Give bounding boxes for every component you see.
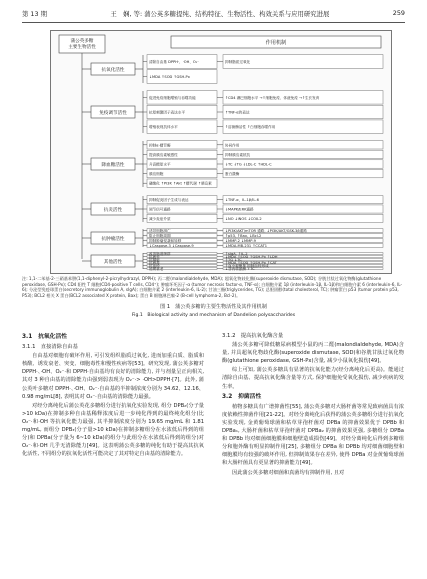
mechanism-label: ↓Caspase-3 ↓Caspase-9 [149, 244, 194, 248]
running-title: 王 娴, 等: 蒲公英多糖提纯、结构特征、生物活性、构效关系与应用研究进展 [110, 9, 330, 18]
paragraph: 蒲公英多糖可降低糖尿病模型小鼠的丙二醛(malondialdehyde, MDA)含量, 并具超氧化物歧化酶(superoxide dismutase, SOD)和谷胱甘肽过氧化物酶(glutathione peroxidase, GSH-Px)含量, 减少小鼠氧化损伤[49]。 [222, 342, 404, 365]
mechanism-label: 诱导细胞凋亡 [149, 229, 171, 233]
mechanism-detail-label: ↓TNF-α、IL-1β/IL-6 [225, 198, 259, 203]
page-header [22, 6, 405, 23]
subsection-heading: 3.1.1 直接清除自由基 [22, 344, 78, 351]
mechanism-detail-label: ↑溶菌酶活性 ↑白细胞吞噬作用 [225, 125, 276, 130]
mechanism-detail-label: ↓TC ↓TG ↓LDL-C ↑HDL-C [225, 162, 272, 167]
mechanism-detail-label: 抑制胰岛素抵抗 [225, 152, 251, 157]
mechanism-label: 调节信号通路 [149, 207, 171, 212]
mechanism-diagram [51, 31, 391, 273]
mechanism-label: ↓MDA ↑SOD ↑GSH-Px [149, 75, 190, 79]
mechanism-detail-label: ↓NO ↓iNOS ↓COX-2 [225, 216, 262, 221]
paragraph: 对经分离纯化后蒲公英花多糖组分进行抗氧化实验发现, 组分 DPB₂(分子量>10 kDa)在抑制多种自由基稀释浓度后进一步纯化得到的最终纯化组分(比 O₂⁻·和·OH 等抗氧化能力最强, 其半抑制浓度分别为 19.65 mg/mL 和 1.81 mg/mL, 而组分 DPB₃(分子量>10 kDa)在抑制多糖组分在水浓低后得到的组分)和 DPBa(分子量为 6~10 kDa)的组分与此组分在水浓低后得到的组分)对 O₂⁻·和·OH 几乎无清除能力[49]。这表明蒲公英多糖的纯化有助于提高其抗氧化活性, 不同组分的抗氧化活性可能决定了其对特定自由基的清除能力。 [22, 402, 204, 458]
activity-label: 抗肿瘤活性 [101, 236, 125, 242]
mechanism-detail-label: 抑制脂质过氧化 [225, 60, 251, 64]
figure-notes [22, 276, 405, 298]
figure-caption-en: Fig.1 Biological activity and mechanism of Dandelion polysaccharides [131, 313, 296, 318]
activity-label: 抗氧化活性 [101, 67, 125, 73]
activity-label: 其他活性 [103, 259, 123, 265]
mechanism-detail-label: ↑CD4 淋巴细胞水平 →↑细胞免疫、体液免疫 →↑生长发育 [225, 95, 320, 100]
mechanism-label: 抑制肿瘤侵袭和转移 [149, 239, 182, 243]
mechanism-label: 清除自由基 DPPH·、·OH、O₂⁻ [149, 60, 200, 64]
subsection-heading: 3.1.2 提高抗氧化酶含量 [222, 333, 284, 339]
mechanism-detail-label: ↑TG ↓TC [225, 258, 242, 262]
mechanism-label: 延缓衰老 [149, 267, 164, 271]
activity-label: 降血糖活性 [101, 162, 125, 168]
mechanism-label: 改善肠道菌群 [149, 252, 171, 256]
mechanism-detail-label: ↓MDA-MB-231 ↑CCAT1 [225, 244, 268, 248]
mechanism-detail-label: ↑血小板聚集 抑制血栓形成 [225, 264, 269, 268]
paragraph: 综上可知, 蒲公英多糖具有显著的抗氧化能力(经分离纯化后更高)。能通过清除自由基、提高抗氧化酶含量等方式, 保护细胞免受氧化损伤, 减少疾病的发生率。 [222, 367, 404, 390]
mechanism-detail-label: 协同作用 [225, 143, 240, 148]
mechanism-label: 磷酸化 ↑PI3K ↑Akt ↑糖代谢 ↑胰岛素 [149, 181, 212, 186]
mechanism-label: 阻止细胞周期 [149, 234, 171, 238]
mechanism-label: 抑制促炎因子生成与表达 [149, 198, 189, 203]
mechanism-detail-box [223, 169, 383, 177]
section-heading: 3.1 抗氧化活性 [22, 334, 68, 340]
diagram-root-box [59, 35, 105, 53]
mechanism-label: 促进免疫细胞增殖与吞噬功能 [149, 95, 196, 100]
mechanism-label: 抑制α-糖苷酶 [149, 143, 171, 148]
figure-1 [50, 30, 392, 274]
mechanism-label: 抗原刺激因子表达水平 [149, 110, 185, 115]
page-number: 259 [392, 9, 405, 17]
mechanism-label: 抗病毒 [149, 261, 160, 265]
mechanism-label: 抗辐射 [149, 258, 160, 262]
mechanism-label: 提高胰岛素敏感性 [149, 152, 178, 157]
section-heading: 3.2 抑菌活性 [222, 393, 262, 400]
mechanism-detail-box [223, 141, 383, 149]
mechanism-header-label: 作用机制 [265, 40, 287, 46]
mechanism-detail-label: ↓MDA ↑SOD ↑GSH-Px ↑LDH [225, 255, 278, 259]
diagram-root-label: 蒲公英多糖 [70, 39, 94, 44]
mechanism-label: 升高糖原水平 [149, 162, 171, 167]
figure-caption-cn: 图 1 蒲公英多糖的主要生物活性及其作用机制 [160, 304, 267, 310]
left-column [22, 331, 204, 459]
mechanism-detail-label: ↑sIgA, ↑IL-2 [225, 252, 248, 256]
figure-notes-text: 注: 1,1-二苯基-2-三硝基苯肼(1,1-diphenyl-2-picrylhydrazyl, DPPH); 丙二醛(malondialdehyde, MDA); 超氧化物歧化酶(superoxide dismutase, SOD); 谷胱甘肽过氧化物酶(glutathione peroxidase, GSH-Px); CD4 阳性 T 细胞(CD4-positive T cells, CD4⁺); 肿瘤坏死因子-α (tumor necrosis factor-α, TNF-α); 白细胞介素 1β (interleukin-1β, IL-1β)和白细胞介素 6 (interleukin-6, IL-6); 分泌型免疫球蛋白(secretory immunoglobulin A, sIgA); 白细胞介素 2 (interleukin-6, IL-2); 甘油三酯(triglycerides, TG); 总胆固醇(total cholesterol, TC); 肿瘤蛋白 p53 (tumor protein p53, P53); BCL2 相关 X 蛋白(BCL2 associated X protein, Bax); 蛋白 B 细胞淋巴瘤-2 (B-cell lymphoma-2, Bcl-2)。 [22, 276, 403, 298]
mechanism-detail-label: ↓MMP-2 ↓MMP-9 [225, 239, 256, 243]
diagram-root-label: 主要生物活性 [68, 45, 96, 50]
mechanism-detail-label: ↓PI3K/AKT/mTOR 通路, ↓PI3K/AKT/GSK-3β通路 [225, 229, 307, 233]
paragraph: 自由基对细胞有破坏作用, 可引发组织脂质过氧化, 进而加重白质、脂质和核酸、诱发衰老、突变、细胞毒性和慢性疾病等[53]。研究发现, 蒲公英多糖对 DPPH·、·OH、O₂⁻·和 DPPH·自由基均有良好的清除能力, 并与剂量呈正向相关, 其对 3 种自由基的清除能力由强到弱表现为 O₂⁻·> ·OH>DPPH·[7]。此外, 蒲公英叶多糖对 DPPH·、·OH、O₂⁻·自由基的半抑制浓度分别为 34.62、12.16、0.98 mg/mL[8], 表明其对 O₂⁻·自由基的清除能力最强。 [22, 353, 204, 400]
mechanism-detail-label: ↑p53, ↑Bax, ↓Bcl-2 [225, 234, 262, 238]
mechanism-detail-label: ↓MAPK/ERK通路 [225, 207, 254, 212]
mechanism-label: 减少炎症介质 [149, 216, 171, 221]
mechanism-label: 胰岛细胞 [149, 172, 164, 177]
mechanism-detail-label: ↑MDA ↑SOD ↑GSH-Px ↑CAT [225, 261, 277, 265]
mechanism-label: 抗疲劳 [149, 255, 160, 259]
mechanism-label: 增殖表现抗体水平 [149, 125, 178, 130]
right-column [222, 331, 404, 478]
activity-label: 抗炎活性 [103, 207, 123, 213]
mechanism-detail-label: 蛋白激酶 [225, 172, 240, 177]
mechanism-detail-label: ↓谷丙转氨酶 ↑TC [225, 267, 255, 271]
mechanism-detail-label: ↑TNF-α的表达 [225, 110, 250, 115]
mechanism-label: 抗血栓 [149, 264, 160, 268]
paragraph: 因此蒲公英多糖对细菌和真菌均有抑制作用, 且对 [232, 469, 345, 476]
activity-label: 免疫调节活性 [99, 110, 127, 116]
paragraph: 植物多糖具有广谱抑菌性[55], 蒲公英多糖对大肠杆菌等常见致病菌具有浓度依赖性抑菌作用[21-22]。对经分离纯化后获得的蒲公英多糖组分进行抗氧化实验发现, 金黄葡萄球菌和枯草芽孢杆菌对 DPBa 的抑菌效果优于 DPBb 和 DPBa₁, 大肠杆菌和枯草芽孢杆菌对 DPBa₂ 的抑菌效果更强, 多糖组分 DPBa 和 DPBb 均对细菌细胞膜和细胞壁造成损伤[49]。对经分离纯化后得到多糖组分和胞外酶有明显抑制作用[25], 多糖组分 DPBa 和 DPBb 均对细菌细胞壁和细胞膜均有较强的破坏作用, 但抑制效果存在差异, 使得 DPBa 对金黄葡萄球菌和大肠杆菌具有更显著的抑菌能力[49]。 [222, 403, 404, 467]
issue-number: 第 13 期 [22, 9, 47, 18]
